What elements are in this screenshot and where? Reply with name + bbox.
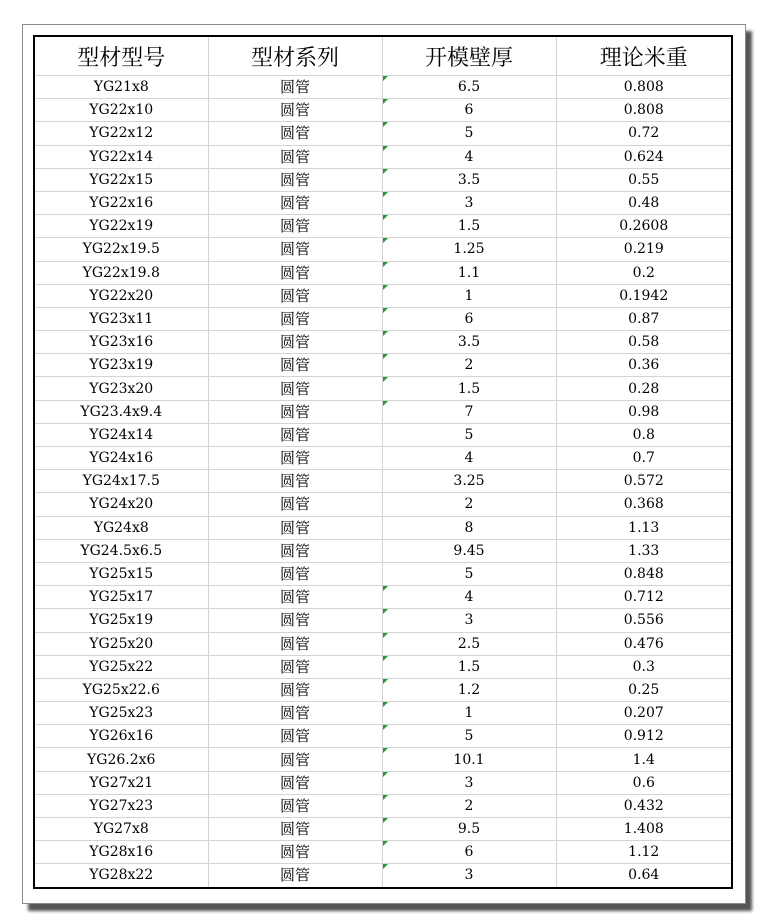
cell-model[interactable]: YG22x19.5 [35,238,208,261]
cell-weight[interactable]: 0.2608 [556,215,731,238]
error-indicator-icon [383,331,388,336]
cell-series[interactable]: 圆管 [208,864,382,887]
table-row [35,771,731,794]
error-indicator-icon [383,215,388,220]
cell-weight[interactable]: 0.219 [556,238,731,261]
table-row [35,99,731,122]
profile-table [35,37,731,887]
table-row [35,678,731,701]
table-row [35,307,731,330]
cell-thickness[interactable]: 3.5 [382,331,556,354]
header-series: 型材系列 [208,37,382,76]
table-row [35,215,731,238]
cell-series[interactable]: 圆管 [208,215,382,238]
cell-weight[interactable]: 0.98 [556,400,731,423]
error-indicator-icon [383,702,388,707]
table-row [35,470,731,493]
cell-weight[interactable]: 1.12 [556,841,731,864]
error-indicator-icon [383,609,388,614]
cell-thickness[interactable]: 10.1 [382,748,556,771]
cell-model[interactable]: YG22x14 [35,145,208,168]
cell-series[interactable]: 圆管 [208,841,382,864]
cell-thickness[interactable]: 5 [382,122,556,145]
cell-model[interactable]: YG23x11 [35,307,208,330]
cell-weight[interactable]: 0.8 [556,423,731,446]
table-row [35,122,731,145]
cell-series[interactable]: 圆管 [208,609,382,632]
cell-series[interactable]: 圆管 [208,771,382,794]
cell-series[interactable]: 圆管 [208,99,382,122]
cell-model[interactable]: YG22x16 [35,191,208,214]
cell-series[interactable]: 圆管 [208,423,382,446]
table-row [35,493,731,516]
cell-weight[interactable]: 0.712 [556,586,731,609]
cell-thickness[interactable]: 2 [382,794,556,817]
cell-weight[interactable]: 0.55 [556,168,731,191]
table-row [35,238,731,261]
cell-thickness[interactable]: 3 [382,609,556,632]
header-model: 型材型号 [35,37,208,76]
cell-thickness[interactable]: 6 [382,841,556,864]
cell-series[interactable]: 圆管 [208,400,382,423]
table-row [35,702,731,725]
table-row [35,377,731,400]
cell-weight[interactable]: 0.6 [556,771,731,794]
table-row [35,632,731,655]
cell-model[interactable]: YG23.4x9.4 [35,400,208,423]
table-row [35,145,731,168]
cell-series[interactable]: 圆管 [208,145,382,168]
cell-thickness[interactable]: 1 [382,284,556,307]
table-row [35,725,731,748]
cell-weight[interactable]: 0.808 [556,99,731,122]
cell-series[interactable]: 圆管 [208,678,382,701]
cell-weight[interactable]: 0.848 [556,562,731,585]
cell-thickness[interactable]: 1.5 [382,655,556,678]
error-indicator-icon [383,795,388,800]
cell-series[interactable]: 圆管 [208,818,382,841]
error-indicator-icon [383,99,388,104]
error-indicator-icon [383,748,388,753]
cell-weight[interactable]: 0.64 [628,867,660,884]
table-row [35,516,731,539]
cell-thickness[interactable]: 7 [382,400,556,423]
table-row [35,284,731,307]
cell-weight[interactable]: 0.58 [556,331,731,354]
cell-model[interactable]: YG23x19 [35,354,208,377]
header-weight: 理论米重 [556,37,731,76]
cell-series[interactable]: 圆管 [208,261,382,284]
error-indicator-icon [383,401,388,406]
table-row [35,400,731,423]
cell-model[interactable]: YG25x22.6 [35,678,208,701]
cell-thickness[interactable]: 2 [382,493,556,516]
cell-weight[interactable]: 1.33 [556,539,731,562]
cell-thickness[interactable]: 2 [382,354,556,377]
cell-weight[interactable]: 0.476 [556,632,731,655]
cell-series[interactable]: 圆管 [208,493,382,516]
cell-model[interactable]: YG25x23 [35,702,208,725]
cell-model[interactable]: YG22x19.8 [35,261,208,284]
cell-model[interactable]: YG27x8 [35,818,208,841]
cell-weight[interactable]: 0.912 [556,725,731,748]
cell-thickness[interactable]: 4 [382,447,556,470]
error-indicator-icon [383,725,388,730]
cell-thickness[interactable]: 6 [382,99,556,122]
table-row [35,423,731,446]
cell-series[interactable]: 圆管 [208,377,382,400]
cell-weight[interactable]: 0.48 [556,191,731,214]
cell-thickness[interactable]: 1.1 [382,261,556,284]
table-row [35,794,731,817]
error-indicator-icon [383,76,388,81]
cell-thickness[interactable]: 3 [382,191,556,214]
error-indicator-icon [383,656,388,661]
cell-model[interactable]: YG21x8 [35,76,208,99]
cell-thickness[interactable]: 8 [382,516,556,539]
cell-model[interactable]: YG25x20 [35,632,208,655]
cell-model[interactable]: YG24x14 [35,423,208,446]
error-indicator-icon [383,864,388,869]
cell-series[interactable]: 圆管 [208,191,382,214]
error-indicator-icon [383,146,388,151]
cell-thickness[interactable]: 5 [382,725,556,748]
error-indicator-icon [383,308,388,313]
cell-thickness[interactable]: 1 [382,702,556,725]
cell-thickness[interactable]: 1.25 [382,238,556,261]
cell-model[interactable]: YG26x16 [35,725,208,748]
cell-series[interactable]: 圆管 [208,794,382,817]
cell-thickness[interactable]: 1.5 [382,215,556,238]
table-row [35,76,731,99]
error-indicator-icon [383,354,388,359]
cell-weight[interactable]: 0.368 [556,493,731,516]
cell-series[interactable]: 圆管 [208,725,382,748]
table-row [35,562,731,585]
screenshot-frame [22,24,746,904]
table-row [35,748,731,771]
cell-series[interactable]: 圆管 [208,562,382,585]
table-row [35,447,731,470]
cell-weight[interactable]: 0.7 [556,447,731,470]
table-row [35,609,731,632]
cell-model[interactable]: YG27x21 [35,771,208,794]
cell-weight[interactable]: 0.808 [556,76,731,99]
table-row [35,655,731,678]
cell-thickness[interactable]: 6 [382,307,556,330]
cell-thickness[interactable]: 1.5 [382,377,556,400]
cell-thickness[interactable]: 4 [382,145,556,168]
cell-series[interactable]: 圆管 [208,586,382,609]
error-indicator-icon [383,841,388,846]
cell-series[interactable]: 圆管 [208,748,382,771]
table-row [35,261,731,284]
cell-thickness[interactable]: 5 [382,423,556,446]
spreadsheet [33,35,733,889]
error-indicator-icon [383,192,388,197]
table-row [35,864,731,887]
table-row [35,818,731,841]
cell-model[interactable]: YG25x15 [35,562,208,585]
cell-model[interactable]: YG24x16 [35,447,208,470]
cell-model[interactable]: YG22x20 [35,284,208,307]
error-indicator-icon [383,586,388,591]
cell-series[interactable]: 圆管 [208,632,382,655]
cell-weight[interactable]: 0.572 [556,470,731,493]
cell-model[interactable]: YG25x17 [35,586,208,609]
cell-model[interactable]: YG22x10 [35,99,208,122]
cell-series[interactable]: 圆管 [208,539,382,562]
error-indicator-icon [383,122,388,127]
cell-series[interactable]: 圆管 [208,168,382,191]
cell-series[interactable]: 圆管 [208,447,382,470]
cell-series[interactable]: 圆管 [208,307,382,330]
table-row [35,354,731,377]
cell-model[interactable]: YG25x22 [35,655,208,678]
cell-thickness[interactable]: 2.5 [382,632,556,655]
cell-thickness[interactable]: 3.5 [382,168,556,191]
cell-model[interactable]: YG23x20 [35,377,208,400]
cell-model[interactable]: YG25x19 [35,609,208,632]
table-row [35,539,731,562]
error-indicator-icon [383,679,388,684]
cell-model[interactable]: YG27x23 [35,794,208,817]
table-body [35,76,731,887]
cell-weight[interactable]: 0.2 [556,261,731,284]
cell-weight[interactable]: 0.556 [556,609,731,632]
table-row [35,191,731,214]
cell-model[interactable]: YG26.2x6 [35,748,208,771]
cell-series[interactable]: 圆管 [208,238,382,261]
cell-model[interactable]: YG24x20 [35,493,208,516]
cell-model[interactable]: YG22x19 [35,215,208,238]
cell-series[interactable]: 圆管 [208,76,382,99]
cell-thickness[interactable]: 5 [382,562,556,585]
error-indicator-icon [383,285,388,290]
error-indicator-icon [383,238,388,243]
cell-model[interactable]: YG24x17.5 [35,470,208,493]
cell-weight[interactable]: 0.25 [556,678,731,701]
cell-series[interactable]: 圆管 [208,354,382,377]
cell-weight[interactable]: 0.432 [556,794,731,817]
cell-weight[interactable]: 0.36 [556,354,731,377]
cell-thickness[interactable]: 3 [382,864,556,887]
cell-model[interactable]: YG24x8 [35,516,208,539]
cell-model[interactable]: YG28x16 [35,841,208,864]
error-indicator-icon [383,633,388,638]
table-row [35,841,731,864]
cell-weight[interactable]: 1.4 [556,748,731,771]
error-indicator-icon [383,262,388,267]
cell-weight[interactable]: 0.3 [556,655,731,678]
cell-model[interactable]: YG22x12 [35,122,208,145]
cell-thickness[interactable]: 3 [382,771,556,794]
table-row [35,586,731,609]
error-indicator-icon [383,818,388,823]
cell-series[interactable]: 圆管 [208,122,382,145]
cell-model[interactable]: YG23x16 [35,331,208,354]
cell-weight[interactable]: 0.28 [556,377,731,400]
cell-weight[interactable]: 0.87 [556,307,731,330]
cell-series[interactable]: 圆管 [208,284,382,307]
cell-series[interactable]: 圆管 [208,702,382,725]
error-indicator-icon [383,377,388,382]
cell-model[interactable]: YG24.5x6.5 [35,539,208,562]
cell-thickness[interactable]: 3.25 [382,470,556,493]
cell-series[interactable]: 圆管 [208,516,382,539]
header-thickness: 开模壁厚 [382,37,556,76]
cell-weight[interactable]: 0.1942 [556,284,731,307]
cell-weight[interactable]: 0.72 [556,122,731,145]
cell-thickness[interactable]: 9.5 [382,818,556,841]
cell-weight[interactable]: 1.13 [556,516,731,539]
cell-thickness[interactable]: 9.45 [382,539,556,562]
table-row [35,331,731,354]
cell-model[interactable]: YG22x15 [35,168,208,191]
cell-model[interactable]: YG28x22 [35,864,208,887]
cell-weight[interactable]: 0.207 [556,702,731,725]
cell-series[interactable]: 圆管 [208,655,382,678]
cell-series[interactable]: 圆管 [208,470,382,493]
cell-series[interactable]: 圆管 [208,331,382,354]
cell-weight[interactable]: 1.408 [556,818,731,841]
table-row [35,168,731,191]
error-indicator-icon [383,772,388,777]
cell-weight[interactable]: 0.624 [556,145,731,168]
header-row [35,37,731,76]
error-indicator-icon [383,169,388,174]
cell-thickness[interactable]: 6.5 [382,76,556,99]
cell-thickness[interactable]: 1.2 [382,678,556,701]
cell-thickness[interactable]: 4 [382,586,556,609]
